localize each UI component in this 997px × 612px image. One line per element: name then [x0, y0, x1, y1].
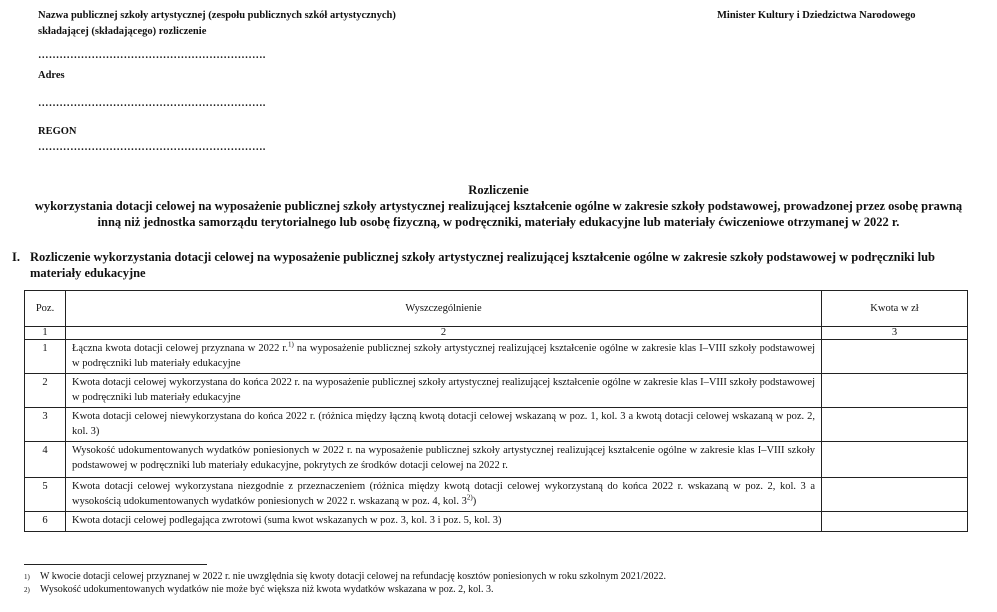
row-description: Wysokość udokumentowanych wydatków poniesionych w 2022 r. na wyposażenie publicznej szkoły artystycznej realizującej kształcenie ogólne w zakresie klas I–VIII szkoły podstawowej w podręczniki lub materiały edukacyjne, pokrytych ze środków dotacji celowej na 2022 r.: [66, 442, 822, 478]
table-row: [25, 374, 968, 408]
header-pos: Poz.: [25, 291, 66, 327]
document-title-line3: inną niż jednostka samorządu terytorialnego lub osobę fizyczną, w podręczniki, materiały edukacyjne lub materiały ćwiczeniowe otrzymanej w 2022 r.: [97, 215, 900, 229]
row-amount-cell[interactable]: [822, 512, 968, 532]
section-heading-line1: Rozliczenie wykorzystania dotacji celowej na wyposażenie publicznej szkoły artystycznej realizującej kształcenie ogólne w zakresie szkoły podstawowej w podręczniki lub: [30, 250, 935, 264]
column-number-row: [25, 327, 968, 340]
footnote-1: [24, 571, 666, 583]
school-name-label-line2: składającej (składającego) rozliczenie: [38, 26, 207, 37]
row-amount-cell[interactable]: [822, 374, 968, 408]
school-name-field[interactable]: ……………………………………………………….: [38, 50, 266, 61]
footnote-ref: 2): [466, 493, 473, 502]
table-header-row: [25, 291, 968, 327]
row-description-text-cont: na wyposażenie publicznej szkoły artystycznej realizującej kształcenie ogólne w zakresie klas I–VIII szkoły podstawowej w podręczniki lub materiały edukacyjne: [72, 343, 816, 369]
row-amount-cell[interactable]: [822, 408, 968, 442]
row-description: Kwota dotacji celowej podlegająca zwrotowi (suma kwot wskazanych w poz. 3, kol. 3 i poz. 5, kol. 3): [66, 512, 822, 532]
footnote-ref: 1): [287, 340, 294, 349]
row-amount-cell[interactable]: [822, 478, 968, 512]
column-number-2: 2: [66, 327, 822, 340]
row-pos: 4: [25, 442, 66, 478]
header-amount: Kwota w zł: [822, 291, 968, 327]
row-pos: 5: [25, 478, 66, 512]
table-row: [25, 512, 968, 532]
row-amount-cell[interactable]: [822, 442, 968, 478]
column-number-3: 3: [822, 327, 968, 340]
footnote-mark: 2): [24, 586, 30, 594]
row-pos: 1: [25, 340, 66, 374]
document-title: [0, 182, 997, 230]
row-description: Kwota dotacji celowej wykorzystana do końca 2022 r. na wyposażenie publicznej szkoły artystycznej realizującej kształcenie ogólne w zakresie klas I–VIII szkoły podstawowej w podręczniki lub materiały edukacyjne: [66, 374, 822, 408]
footnote-text: Wysokość udokumentowanych wydatków nie może być większa niż kwota wydatków wskazana w poz. 2, kol. 3.: [40, 584, 494, 595]
header-description: Wyszczególnienie: [66, 291, 822, 327]
section-heading: [30, 249, 985, 281]
row-description: [66, 340, 822, 374]
ministry-name: Minister Kultury i Dziedzictwa Narodowego: [717, 10, 916, 21]
settlement-table: [24, 290, 968, 532]
table-row: [25, 478, 968, 512]
row-pos: 6: [25, 512, 66, 532]
address-field[interactable]: ……………………………………………………….: [38, 98, 266, 109]
section-number: I.: [12, 250, 20, 264]
document-title-main: Rozliczenie: [468, 183, 529, 197]
row-pos: 3: [25, 408, 66, 442]
regon-field[interactable]: ……………………………………………………….: [38, 142, 266, 153]
row-description: Kwota dotacji celowej niewykorzystana do końca 2022 r. (różnica między łączną kwotą dotacji celowej wskazaną w poz. 1, kol. 3 a kwotą dotacji celowej wskazaną w poz. 2, kol. 3): [66, 408, 822, 442]
column-number-1: 1: [25, 327, 66, 340]
row-description-text: Łączna kwota dotacji celowej przyznana w 2022 r.: [72, 343, 288, 354]
regon-label: REGON: [38, 126, 77, 137]
table-row: [25, 408, 968, 442]
table-row: [25, 340, 968, 374]
table-row: [25, 442, 968, 478]
row-amount-cell[interactable]: [822, 340, 968, 374]
document-title-line2: wykorzystania dotacji celowej na wyposażenie publicznej szkoły artystycznej realizującej kształcenie ogólne w zakresie szkoły podstawowej, prowadzonej przez osobę prawną: [34, 199, 963, 213]
footnote-separator: [24, 564, 207, 565]
address-label: Adres: [38, 70, 65, 81]
footnote-text: W kwocie dotacji celowej przyznanej w 2022 r. nie uwzględnia się kwoty dotacji celowej na refundację kosztów poniesionych w roku szkolnym 2021/2022.: [40, 571, 667, 582]
footnote-mark: 1): [24, 573, 30, 581]
school-name-label-line1: Nazwa publicznej szkoły artystycznej (zespołu publicznych szkół artystycznych): [38, 10, 396, 21]
row-description-text-cont: ): [472, 496, 477, 507]
row-description: [66, 478, 822, 512]
footnote-2: [24, 584, 493, 596]
row-description-text: Kwota dotacji celowej wykorzystana niezgodnie z przeznaczeniem (różnica między kwotą dotacji celowej wykorzystaną do końca 2022 r. wskazaną w poz. 2, kol. 3 a wysokością udokumentowanych wydatków poniesionych w 2022 r. wskazaną w poz. 4, kol. 3: [72, 481, 815, 507]
row-pos: 2: [25, 374, 66, 408]
section-heading-line2: materiały edukacyjne: [30, 266, 146, 280]
school-name-label: [38, 8, 396, 40]
